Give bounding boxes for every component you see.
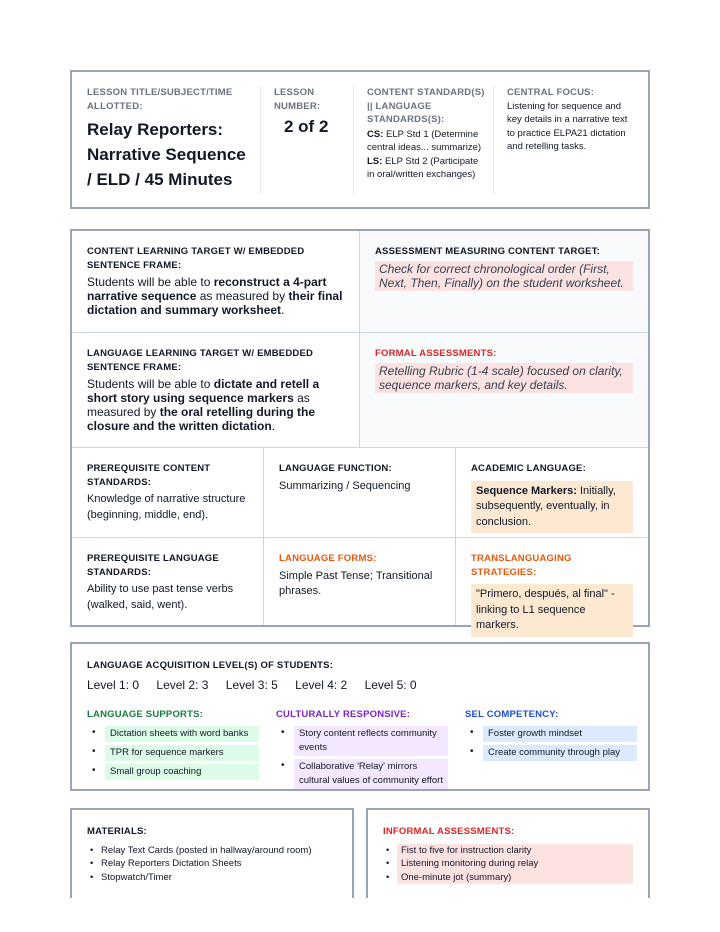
- divider: [260, 86, 261, 194]
- language-forms-text: Simple Past Tense; Transitional phrases.: [279, 569, 433, 597]
- lesson-header-card: [70, 70, 650, 209]
- content-target-text: Students will be able to reconstruct a 4-part narrative sequence as measured by their final dictation and summary worksheet.: [87, 275, 343, 317]
- divider: [353, 86, 354, 194]
- sel-competency-label: SEL COMPETENCY:: [465, 709, 559, 720]
- level-1: Level 1: 0: [87, 678, 140, 692]
- materials-card: [70, 808, 354, 898]
- sel-competency-section: [465, 708, 637, 764]
- acquisition-label: LANGUAGE ACQUISITION LEVEL(S) OF STUDENTS:: [87, 660, 334, 671]
- formal-assessments-label: FORMAL ASSESSMENTS:: [375, 348, 497, 359]
- culturally-responsive-label: CULTURALLY RESPONSIVE:: [276, 709, 411, 720]
- content-standard: CS: ELP Std 1 (Determine central ideas... summarize): [367, 128, 482, 153]
- translanguaging-label: TRANSLANGUAGING STRATEGIES:: [471, 553, 572, 578]
- language-standard: LS: ELP Std 2 (Participate in oral/written exchanges): [367, 155, 479, 180]
- divider: [493, 86, 494, 194]
- informal-assessments-card: [366, 808, 650, 898]
- acquisition-card: [70, 642, 650, 791]
- formal-assessments-cell: [360, 333, 648, 448]
- list-item: • Foster growth mindset: [465, 726, 637, 742]
- lesson-number-value: 2 of 2: [284, 117, 329, 136]
- targets-card: [70, 229, 650, 631]
- list-item: • Dictation sheets with word banks: [87, 726, 259, 742]
- content-target-label: CONTENT LEARNING TARGET W/ EMBEDDED SENTENCE FRAME:: [87, 246, 305, 271]
- level-4: Level 4: 2: [295, 678, 348, 692]
- assessment-target-text: Check for correct chronological order (First, Next, Then, Finally) on the student worksheet.: [375, 261, 633, 291]
- materials-label: MATERIALS:: [87, 826, 147, 837]
- central-focus-section: [507, 86, 637, 154]
- level-2: Level 2: 3: [156, 678, 209, 692]
- list-item: • Stopwatch/Timer: [87, 871, 337, 885]
- standards-section: [367, 86, 485, 182]
- translanguaging-text: "Primero, después, al final" - linking to L1 sequence markers.: [471, 584, 633, 637]
- content-target-cell: [72, 231, 360, 333]
- language-supports-section: [87, 708, 259, 783]
- formal-assessments-text: Retelling Rubric (1-4 scale) focused on clarity, sequence markers, and key details.: [375, 363, 633, 393]
- prereq-language-label: PREREQUISITE LANGUAGE STANDARDS:: [87, 553, 219, 578]
- language-target-text: Students will be able to dictate and retell a short story using sequence markers as measured by the oral retelling during the closure and the written dictation.: [87, 377, 320, 433]
- level-5: Level 5: 0: [364, 678, 417, 692]
- central-focus-label: CENTRAL FOCUS:: [507, 87, 595, 98]
- culturally-responsive-section: [276, 708, 448, 792]
- list-item: • Listening monitoring during relay: [383, 857, 633, 871]
- academic-language-cell: [456, 448, 648, 538]
- language-forms-cell: [264, 538, 456, 625]
- list-item: • Collaborative 'Relay' mirrors cultural values of community effort: [276, 759, 448, 789]
- list-item: • Relay Reporters Dictation Sheets: [87, 857, 337, 871]
- prereq-content-label: PREREQUISITE CONTENT STANDARDS:: [87, 463, 211, 488]
- standards-label: CONTENT STANDARD(S) || LANGUAGE STANDARDS(S):: [367, 87, 485, 125]
- academic-language-label: ACADEMIC LANGUAGE:: [471, 463, 586, 474]
- level-3: Level 3: 5: [225, 678, 278, 692]
- list-item: • Fist to five for instruction clarity: [383, 844, 633, 858]
- translanguaging-cell: [456, 538, 648, 631]
- language-supports-label: LANGUAGE SUPPORTS:: [87, 709, 204, 720]
- list-item: • Relay Text Cards (posted in hallway/around room): [87, 844, 337, 858]
- language-function-cell: [264, 448, 456, 538]
- list-item: • Small group coaching: [87, 764, 259, 780]
- list-item: • TPR for sequence markers: [87, 745, 259, 761]
- language-forms-label: LANGUAGE FORMS:: [279, 553, 377, 564]
- list-item: • Story content reflects community events: [276, 726, 448, 756]
- language-target-label: LANGUAGE LEARNING TARGET W/ EMBEDDED SENTENCE FRAME:: [87, 348, 314, 373]
- prereq-language-text: Ability to use past tense verbs (walked, said, went).: [87, 583, 234, 611]
- prereq-language-cell: [72, 538, 264, 625]
- list-item: • Create community through play: [465, 745, 637, 761]
- lesson-number-label: LESSON NUMBER:: [274, 87, 321, 112]
- acquisition-levels: [87, 678, 431, 692]
- central-focus-text: Listening for sequence and key details in a narrative text to practice ELPA21 dictation and retelling tasks.: [507, 100, 628, 152]
- list-item: • One-minute jot (summary): [383, 871, 633, 885]
- language-function-text: Summarizing / Sequencing: [279, 479, 411, 492]
- lesson-number-section: [274, 86, 344, 137]
- language-target-cell: [72, 333, 360, 448]
- language-function-label: LANGUAGE FUNCTION:: [279, 463, 392, 474]
- assessment-target-label: ASSESSMENT MEASURING CONTENT TARGET:: [375, 246, 601, 257]
- academic-language-text: Sequence Markers: Initially, subsequently, eventually, in conclusion.: [471, 481, 633, 534]
- prereq-content-cell: [72, 448, 264, 538]
- prereq-content-text: Knowledge of narrative structure (beginning, middle, end).: [87, 493, 246, 521]
- lesson-title-label: LESSON TITLE/SUBJECT/TIME ALLOTTED:: [87, 87, 233, 112]
- informal-assessments-label: INFORMAL ASSESSMENTS:: [383, 826, 515, 837]
- lesson-title: Relay Reporters: Narrative Sequence / ELD / 45 Minutes: [87, 120, 246, 189]
- assessment-target-cell: [360, 231, 648, 333]
- lesson-title-section: [87, 86, 247, 192]
